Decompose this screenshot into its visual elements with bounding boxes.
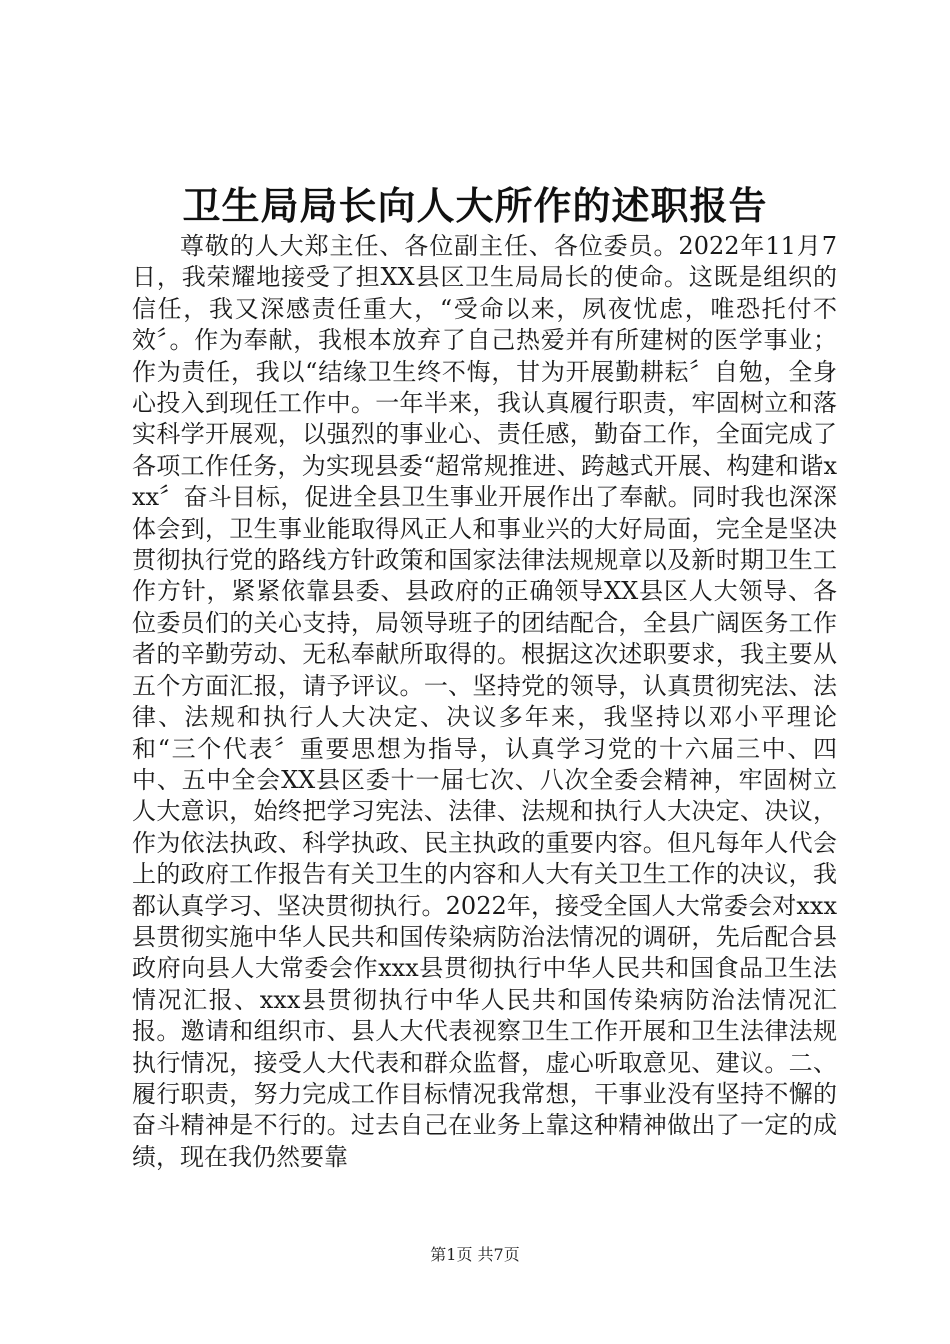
document-body-paragraph: 尊敬的人大郑主任、各位副主任、各位委员。2022年11月7日，我荣耀地接受了担XX县区卫生局局长的使命。这既是组织的信任，我又深感责任重大，“受命以来，夙夜忧虑，唯恐托付不效〞。作为奉献，我根本放弃了自己热爱并有所建树的医学事业；作为责任，我以“结缘卫生终不悔，甘为开展勤耕耘〞自勉，全身心投入到现任工作中。一年半来，我认真履行职责，牢固树立和落实科学开展观，以强烈的事业心、责任感，勤奋工作，全面完成了各项工作任务，为实现县委“超常规推进、跨越式开展、构建和谐xxx〞奋斗目标，促进全县卫生事业开展作出了奉献。同时我也深深体会到，卫生事业能取得风正人和事业兴的大好局面，完全是坚决贯彻执行党的路线方针政策和国家法律法规规章以及新时期卫生工作方针，紧紧依靠县委、县政府的正确领导XX县区人大领导、各位委员们的关心支持，局领导班子的团结配合，全县广阔医务工作者的辛勤劳动、无私奉献所取得的。根据这次述职要求，我主要从五个方面汇报，请予评议。一、坚持党的领导，认真贯彻宪法、法律、法规和执行人大决定、决议多年来，我坚持以邓小平理论和“三个代表〞重要思想为指导，认真学习党的十六届三中、四中、五中全会XX县区委十一届七次、八次全委会精神，牢固树立人大意识，始终把学习宪法、法律、法规和执行人大决定、决议，作为依法执政、科学执政、民主执政的重要内容。但凡每年人代会上的政府工作报告有关卫生的内容和人大有关卫生工作的决议，我都认真学习、坚决贯彻执行。2022年，接受全国人大常委会对xxx县贯彻实施中华人民共和国传染病防治法情况的调研，先后配合县政府向县人大常委会作xxx县贯彻执行中华人民共和国食品卫生法情况汇报、xxx县贯彻执行中华人民共和国传染病防治法情况汇报。邀请和组织市、县人大代表视察卫生工作开展和卫生法律法规执行情况，接受人大代表和群众监督，虚心听取意见、建议。二、履行职责，努力完成工作目标情况我常想，干事业没有坚持不懈的奋斗精神是不行的。过去自己在业务上靠这种精神做出了一定的成绩，现在我仍然要靠 — [132, 232, 837, 1171]
document-title: 卫生局局长向人大所作的述职报告 — [182, 184, 768, 228]
page-number-footer: 第1页 共7页 — [430, 1245, 520, 1264]
